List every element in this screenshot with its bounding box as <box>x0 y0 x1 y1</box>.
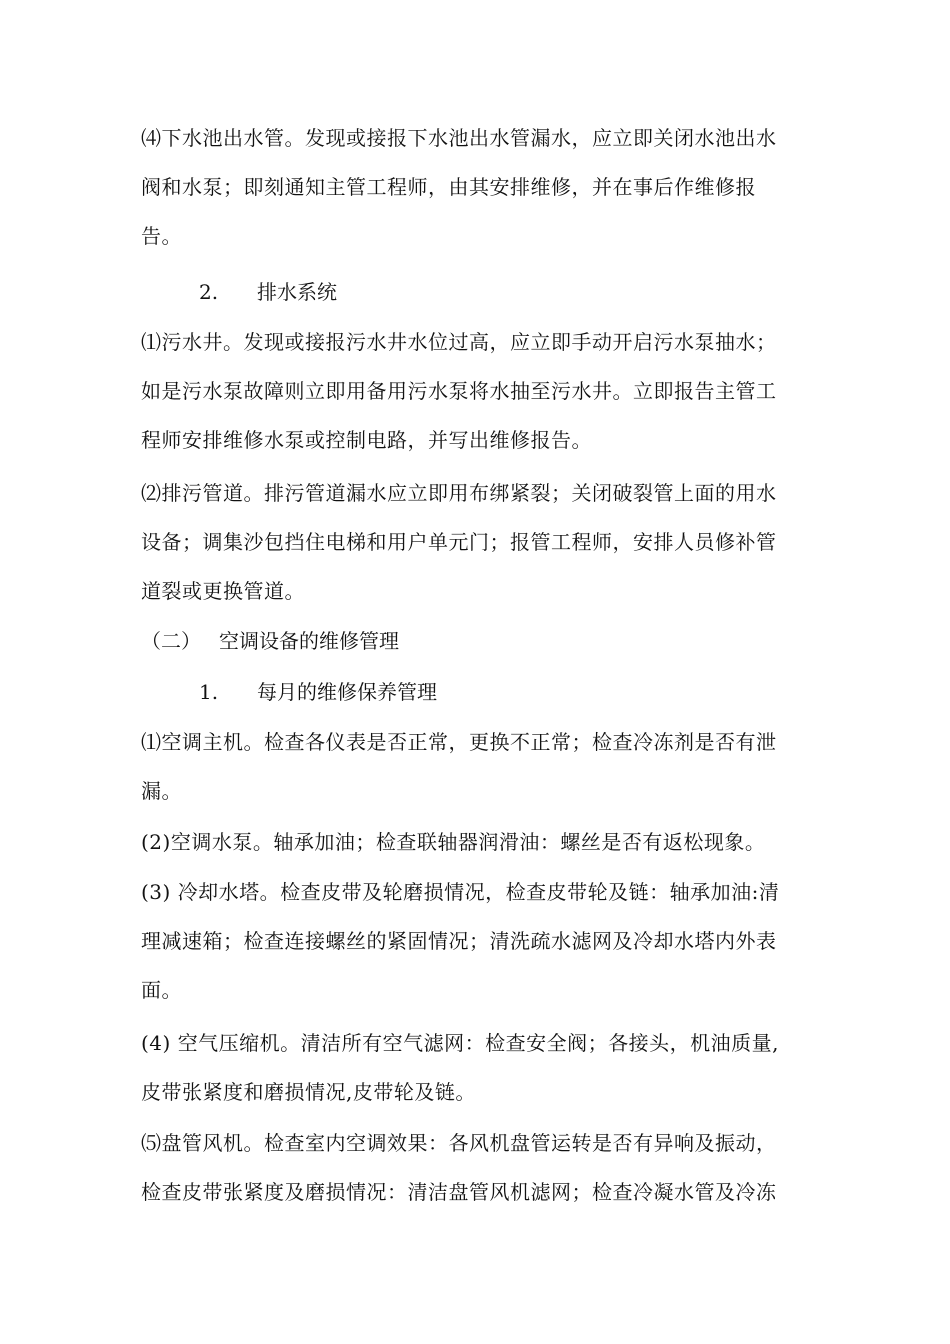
section-title: 排水系统 <box>257 280 337 304</box>
text-line: 漏。 <box>141 779 182 803</box>
paragraph-sewage-well <box>141 318 831 465</box>
text-line: 阀和水泵；即刻通知主管工程师，由其安排维修，并在事后作维修报 <box>141 175 756 199</box>
section-number: 1. <box>199 680 219 704</box>
paragraph-lower-tank-outlet <box>141 114 831 261</box>
text-line: ⑸盘管风机。检查室内空调效果：各风机盘管运转是否有异响及振动， <box>141 1131 777 1155</box>
text-line: ⑵排污管道。排污管道漏水应立即用布绑紧裂；关闭破裂管上面的用水 <box>141 481 777 505</box>
section-number: （二） <box>141 629 201 653</box>
section-heading-monthly <box>199 677 437 707</box>
paragraph-ac-main-unit <box>141 718 831 816</box>
section-heading-drainage <box>199 277 337 307</box>
text-line: (2)空调水泵。轴承加油；检查联轴器润滑油：螺丝是否有返松现象。 <box>141 830 766 854</box>
paragraph-sewage-pipe <box>141 469 831 616</box>
paragraph-air-compressor <box>141 1019 831 1117</box>
text-line: 理减速箱；检查连接螺丝的紧固情况；清洗疏水滤网及冷却水塔内外表 <box>141 929 777 953</box>
section-heading-ac <box>141 626 399 656</box>
paragraph-cooling-tower <box>141 868 831 1015</box>
section-number: 2. <box>199 280 219 304</box>
text-line: 程师安排维修水泵或控制电路，并写出维修报告。 <box>141 428 592 452</box>
text-line: (4) 空气压缩机。清洁所有空气滤网：检查安全阀；各接头，机油质量, <box>141 1031 780 1055</box>
text-line: 告。 <box>141 224 182 248</box>
text-line: 检查皮带张紧度及磨损情况：清洁盘管风机滤网；检查冷凝水管及冷冻 <box>141 1180 777 1204</box>
text-line: (3) 冷却水塔。检查皮带及轮磨损情况，检查皮带轮及链：轴承加油:清 <box>141 880 780 904</box>
text-line: 道裂或更换管道。 <box>141 579 305 603</box>
text-line: 如是污水泵故障则立即用备用污水泵将水抽至污水井。立即报告主管工 <box>141 379 777 403</box>
text-line: 面。 <box>141 978 182 1002</box>
paragraph-fan-coil <box>141 1119 831 1217</box>
text-line: ⑴空调主机。检查各仪表是否正常，更换不正常；检查冷冻剂是否有泄 <box>141 730 777 754</box>
section-title: 每月的维修保养管理 <box>257 680 437 704</box>
paragraph-ac-water-pump <box>141 818 831 867</box>
text-line: ⑷下水池出水管。发现或接报下水池出水管漏水，应立即关闭水池出水 <box>141 126 777 150</box>
text-line: 皮带张紧度和磨损情况,皮带轮及链。 <box>141 1080 476 1104</box>
text-line: ⑴污水井。发现或接报污水井水位过高，应立即手动开启污水泵抽水； <box>141 330 777 354</box>
text-line: 设备；调集沙包挡住电梯和用户单元门；报管工程师，安排人员修补管 <box>141 530 777 554</box>
section-title: 空调设备的维修管理 <box>219 629 399 653</box>
